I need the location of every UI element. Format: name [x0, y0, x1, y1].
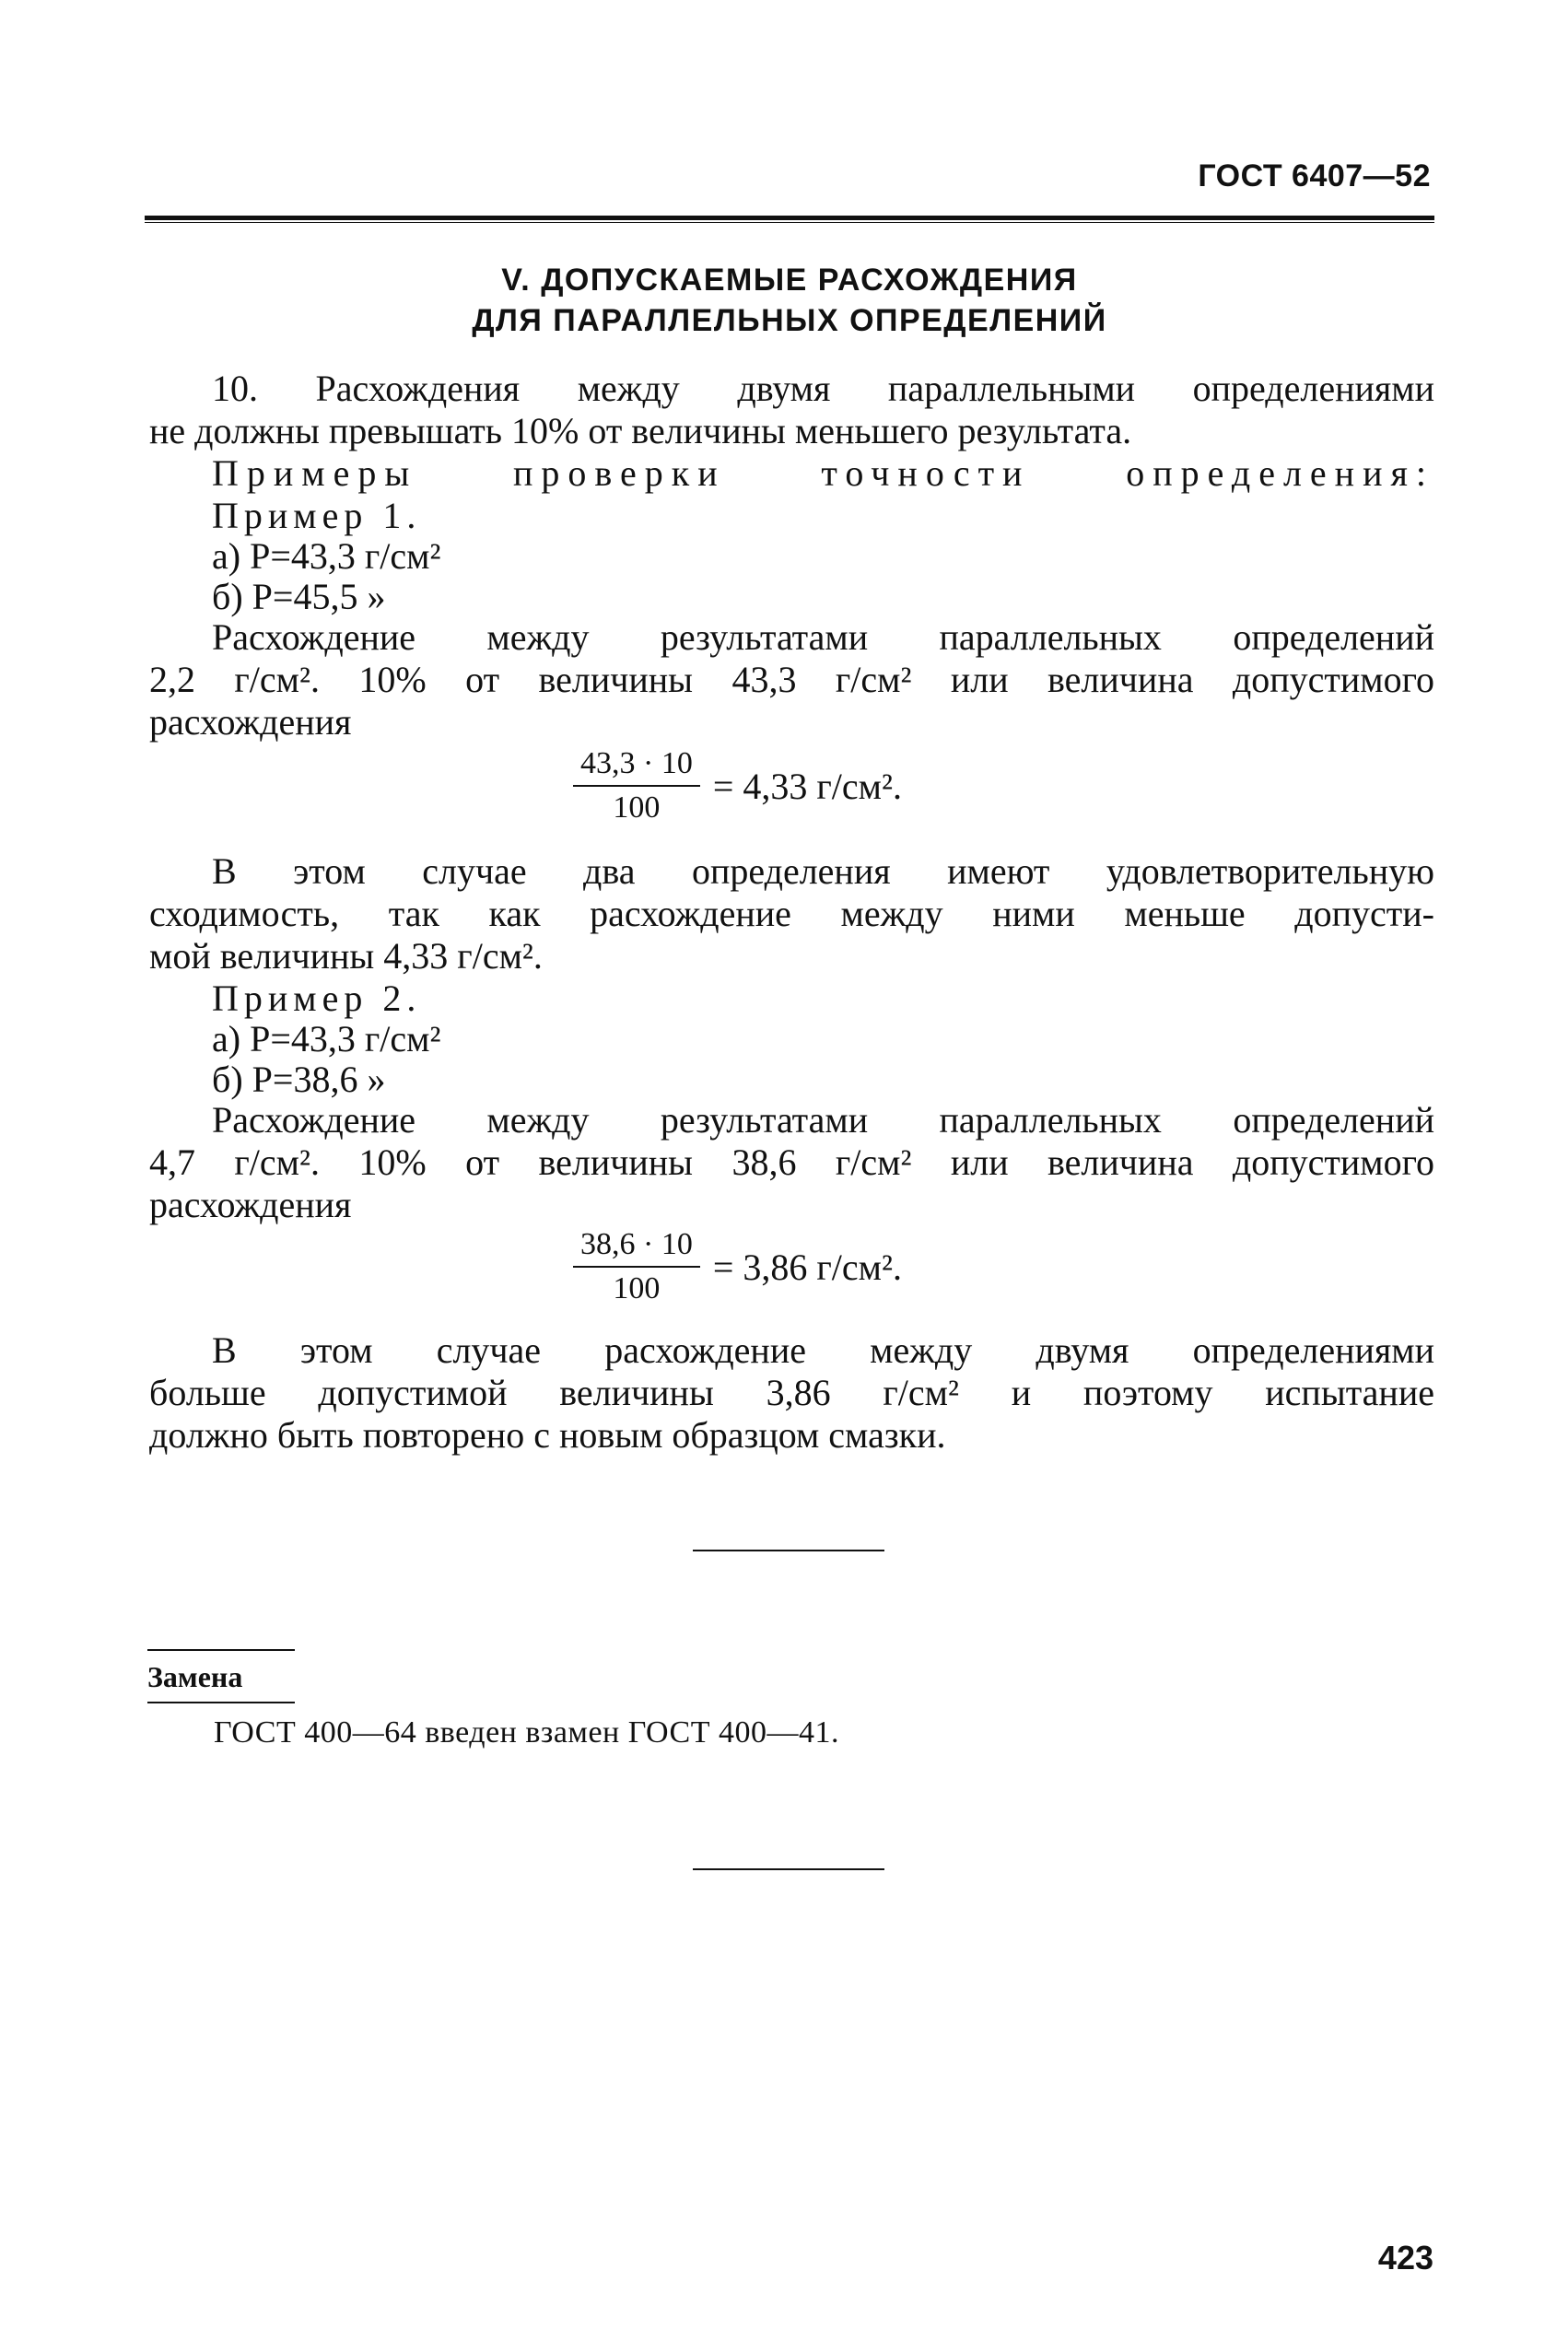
example-2-conclusion-line-1: В этом случае расхождение между двумя определениями: [212, 1329, 1434, 1371]
example-2-label: Пример 2.: [212, 977, 422, 1019]
clause-10-line-2: не должны превышать 10% от величины меньшего результата.: [149, 410, 1132, 451]
example-1-formula-result: = 4,33 г/см².: [712, 765, 902, 807]
example-1-text-line-3: расхождения: [149, 701, 352, 743]
example-2-conclusion-line-2: больше допустимой величины 3,86 г/см² и поэтому испытание: [149, 1372, 1434, 1413]
section-title-line-2: ДЛЯ ПАРАЛЛЕЛЬНЫХ ОПРЕДЕЛЕНИЙ: [472, 303, 1107, 338]
example-1-fraction: [573, 746, 700, 825]
example-1-conclusion-line-3: мой величины 4,33 г/см².: [149, 935, 543, 977]
example-2-formula-result: = 3,86 г/см².: [712, 1246, 902, 1288]
example-1-formula: [573, 746, 902, 825]
example-2-formula: [573, 1227, 902, 1306]
section-end-rule: [693, 1550, 884, 1551]
example-1-item-a: а) P=43,3 г/см²: [212, 535, 441, 577]
example-2-text-line-1: Расхождение между результатами параллельных определений: [212, 1099, 1434, 1141]
replacement-text: ГОСТ 400—64 введен взамен ГОСТ 400—41.: [214, 1715, 839, 1750]
example-1-label: Пример 1.: [212, 495, 422, 536]
example-1-text-line-2: 2,2 г/см². 10% от величины 43,3 г/см² или величина допустимого: [149, 659, 1434, 700]
example-2-item-a: а) P=43,3 г/см²: [212, 1018, 441, 1059]
example-2-fraction: [573, 1227, 700, 1306]
example-2-item-b: б) P=38,6 »: [212, 1059, 386, 1100]
section-title-line-1: V. ДОПУСКАЕМЫЕ РАСХОЖДЕНИЯ: [501, 263, 1078, 298]
document-code-header: ГОСТ 6407—52: [1198, 158, 1431, 193]
replacement-end-rule: [693, 1868, 884, 1870]
example-1-conclusion-line-2: сходимость, так как расхождение между ними меньше допусти-: [149, 893, 1434, 934]
example-1-denominator: 100: [613, 790, 661, 825]
example-2-numerator: 38,6 · 10: [573, 1227, 700, 1268]
example-2-conclusion-line-3: должно быть повторено с новым образцом смазки.: [149, 1414, 946, 1456]
example-1-text-line-1: Расхождение между результатами параллельных определений: [212, 616, 1434, 658]
example-1-numerator: 43,3 · 10: [573, 746, 700, 787]
example-1-conclusion-line-1: В этом случае два определения имеют удовлетворительную: [212, 850, 1434, 892]
clause-10-line-1: 10. Расхождения между двумя параллельными определениями: [212, 368, 1434, 409]
examples-heading: Примеры проверки точности определения:: [212, 452, 1434, 494]
example-2-text-line-2: 4,7 г/см². 10% от величины 38,6 г/см² или величина допустимого: [149, 1141, 1434, 1183]
header-rule: [145, 216, 1434, 223]
example-1-item-b: б) P=45,5 »: [212, 576, 386, 617]
page-number: 423: [1377, 2239, 1433, 2276]
replacement-heading: Замена: [147, 1649, 295, 1703]
example-2-denominator: 100: [613, 1271, 661, 1305]
example-2-text-line-3: расхождения: [149, 1184, 352, 1225]
